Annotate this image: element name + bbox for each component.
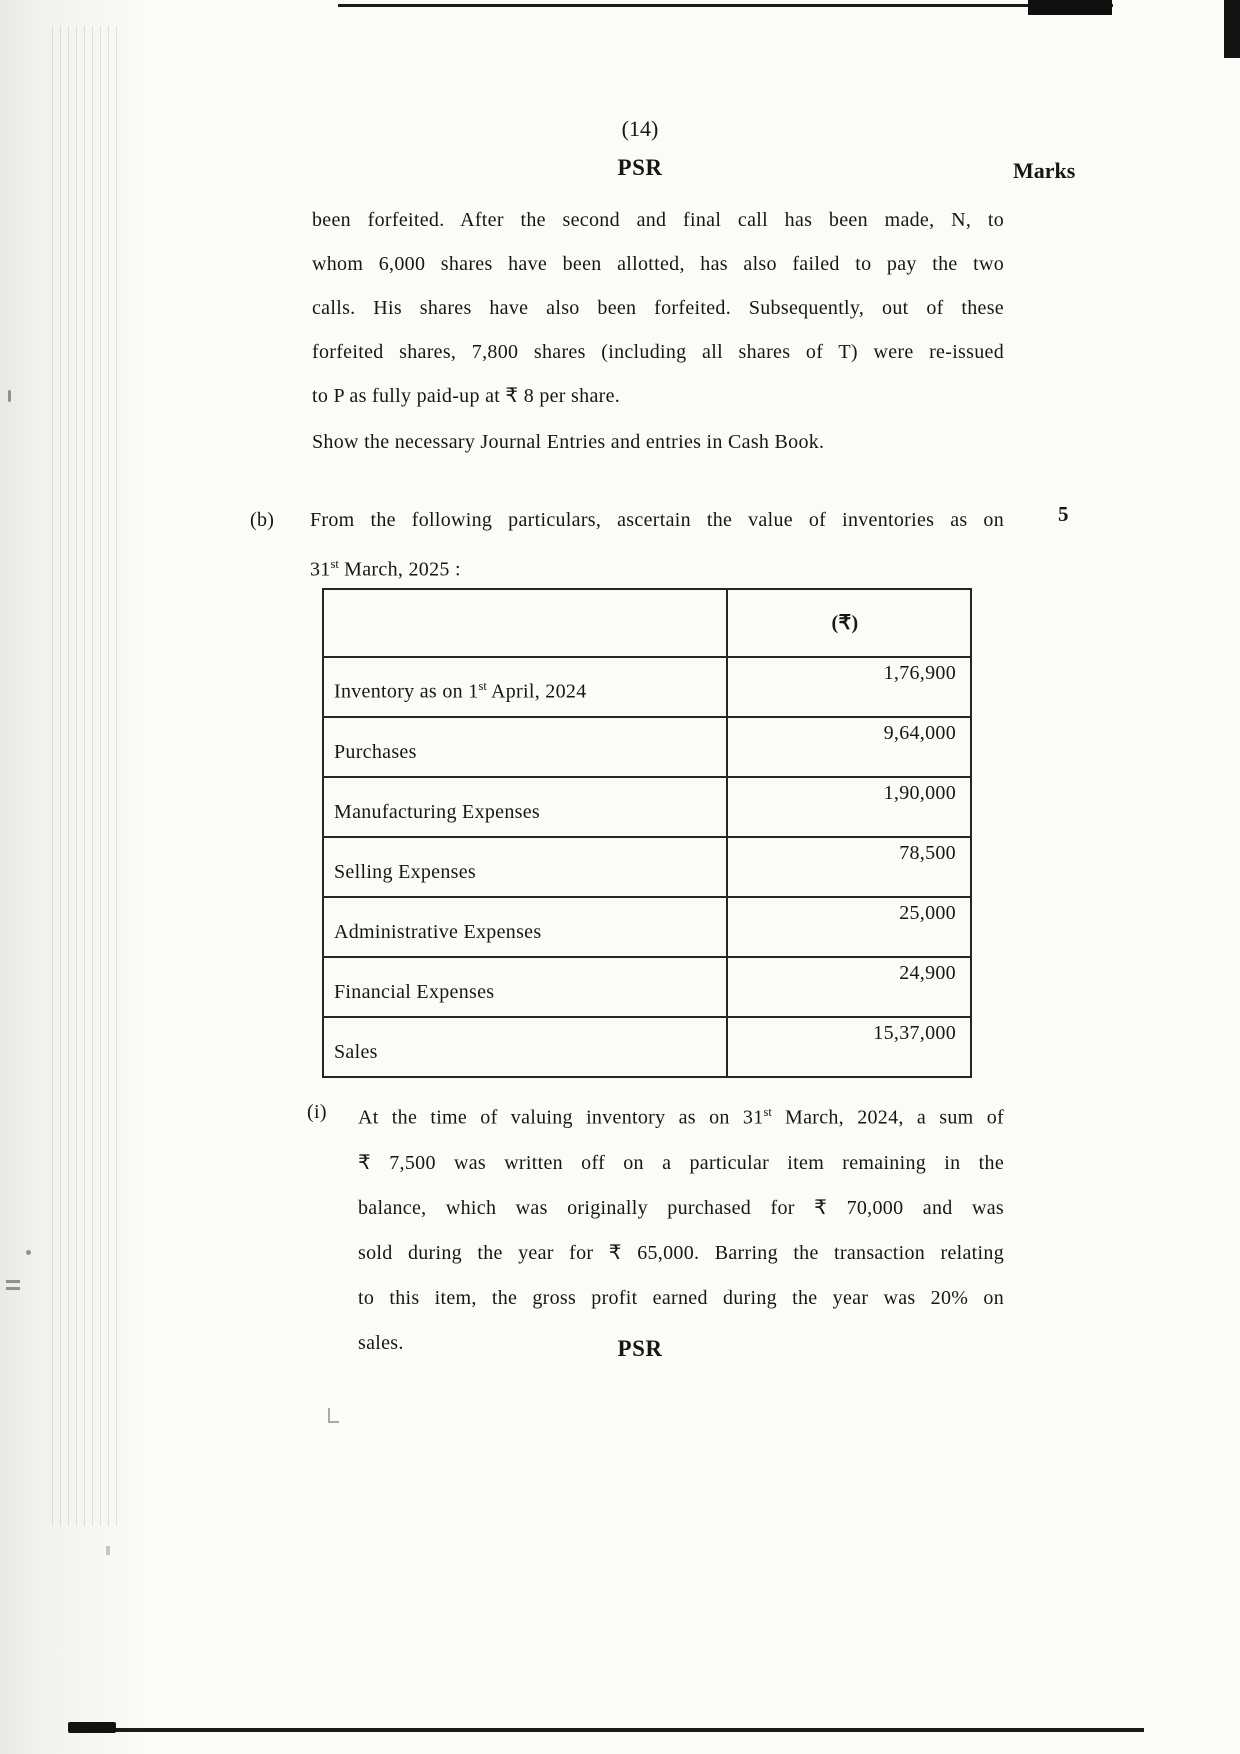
scan-artifact-top-bar (1028, 0, 1112, 15)
scan-speck (106, 1546, 110, 1555)
text-line (310, 542, 1004, 592)
text-line: forfeited shares, 7,800 shares (including all shares of T) were re-issued (312, 341, 1004, 363)
text-line: From the following particulars, ascertain the value of inventories as on (310, 509, 1004, 531)
text-line: to P as fully paid-up at ₹ 8 per share. (312, 385, 621, 407)
question-paragraph (312, 198, 1004, 418)
ordinal-suffix: st (763, 1105, 772, 1119)
scan-artifact-top-right-corner (1224, 0, 1240, 58)
table-row (323, 897, 971, 957)
marks-value: 5 (1058, 502, 1069, 526)
scan-artifact-top-line (338, 4, 1113, 7)
scan-artifact-bottom-line (72, 1728, 1144, 1732)
table-row (323, 957, 971, 1017)
table-row (323, 1017, 971, 1077)
row-value-cell: 15,37,000 (727, 1017, 971, 1077)
part-b-text (310, 498, 1004, 592)
text-line: been forfeited. After the second and final call has been made, N, to (312, 209, 1004, 231)
currency-header-cell: (₹) (727, 589, 971, 657)
ordinal-suffix: st (330, 557, 339, 571)
point-i-label: (i) (307, 1101, 327, 1123)
row-value-cell: 9,64,000 (727, 717, 971, 777)
row-value-cell: 1,76,900 (727, 657, 971, 717)
scan-speck (8, 390, 11, 402)
text-line: calls. His shares have also been forfeited. Subsequently, out of these (312, 297, 1004, 319)
row-value-cell: 1,90,000 (727, 777, 971, 837)
table-header-row (323, 589, 971, 657)
ordinal-suffix: st (478, 679, 487, 694)
header-title: PSR (617, 155, 663, 180)
instruction-line: Show the necessary Journal Entries and entries in Cash Book. (312, 431, 825, 453)
empty-header-cell (323, 589, 727, 657)
row-label-cell: Sales (323, 1017, 727, 1077)
text-line: At the time of valuing inventory as on 31st March, 2024, a sum of (358, 1105, 1004, 1129)
row-label-cell: Purchases (323, 717, 727, 777)
scan-binding-lines (52, 26, 118, 1526)
inventory-table (322, 588, 972, 1078)
footer-title: PSR (617, 1336, 663, 1361)
text-line: balance, which was originally purchased for ₹ 70,000 and was (358, 1196, 1004, 1219)
table-row (323, 777, 971, 837)
text-line: sales. (358, 1331, 404, 1354)
row-value-cell: 25,000 (727, 897, 971, 957)
text-line: sold during the year for ₹ 65,000. Barring the transaction relating (358, 1241, 1004, 1264)
page-number: (14) (621, 116, 659, 141)
part-b-label: (b) (250, 509, 275, 531)
table-row (323, 717, 971, 777)
scan-speck (6, 1287, 20, 1290)
row-label-cell: Selling Expenses (323, 837, 727, 897)
marks-column-header: Marks (1013, 158, 1076, 183)
point-i-text (358, 1090, 1004, 1366)
scan-speck (26, 1250, 31, 1255)
row-label-cell: Inventory as on 1st April, 2024 (323, 657, 727, 717)
table-row (323, 657, 971, 717)
row-label-cell: Financial Expenses (323, 957, 727, 1017)
scan-artifact-bottom-blob (68, 1722, 116, 1733)
row-value-cell: 24,900 (727, 957, 971, 1017)
text-line: whom 6,000 shares have been allotted, has also failed to pay the two (312, 253, 1004, 275)
row-label-cell: Manufacturing Expenses (323, 777, 727, 837)
scan-speck (6, 1280, 20, 1283)
table-row (323, 837, 971, 897)
text-line: ₹ 7,500 was written off on a particular item remaining in the (358, 1151, 1004, 1174)
row-value-cell: 78,500 (727, 837, 971, 897)
text-line: to this item, the gross profit earned during the year was 20% on (358, 1286, 1004, 1309)
scan-speck (328, 1408, 339, 1423)
date-rest: March, 2025 : (338, 558, 461, 581)
row-label-cell: Administrative Expenses (323, 897, 727, 957)
date-number: 31 (310, 558, 331, 581)
